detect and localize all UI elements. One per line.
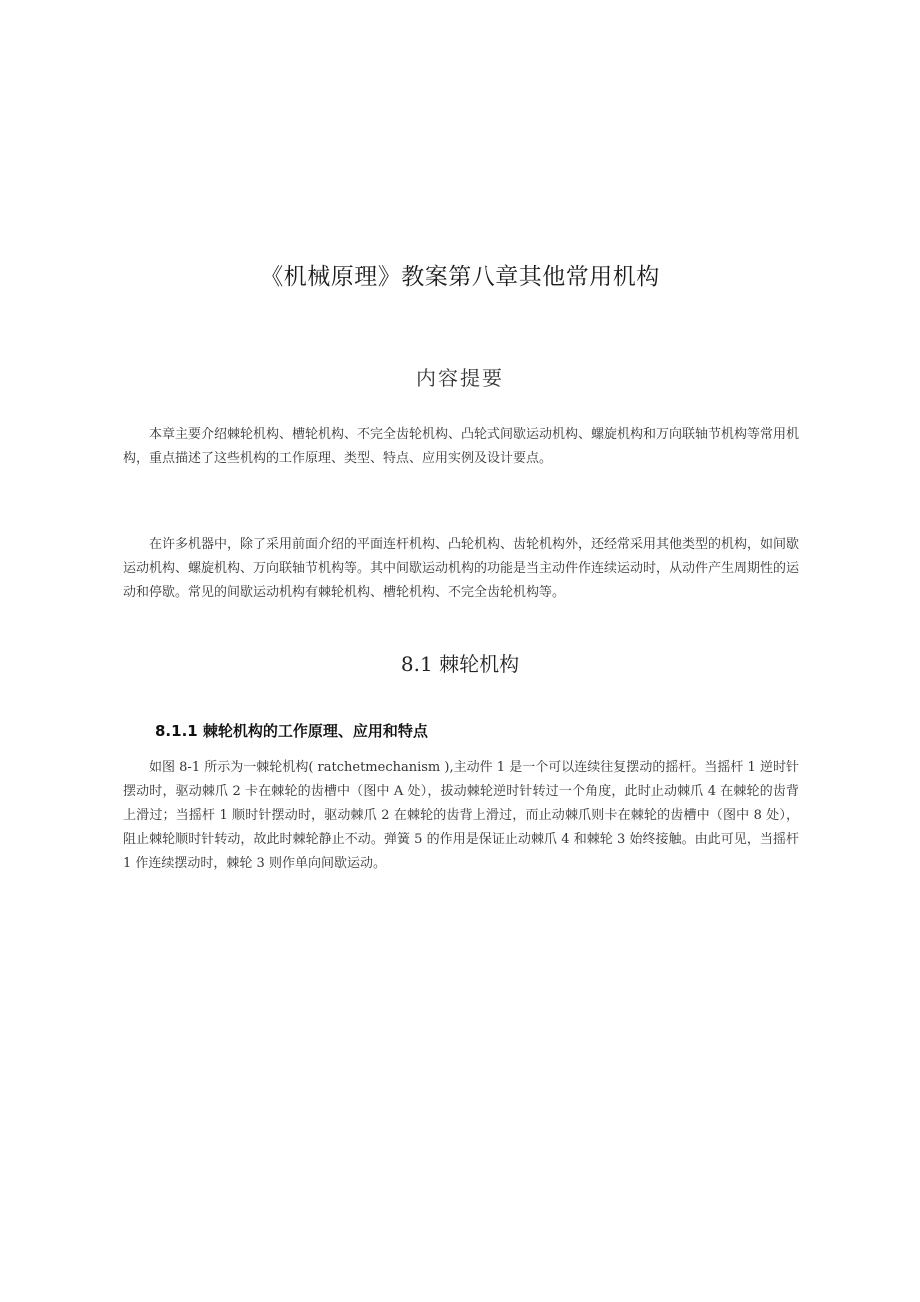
ratchet-paragraph: 如图 8-1 所示为一棘轮机构( ratchetmechanism ),主动件 1 是一个可以连续往复摆动的摇杆。当摇杆 1 逆时针摆动时，驱动棘爪 2 卡在棘轮的齿槽中（图中 A 处），拔动棘轮逆时针转过一个角度，此时止动棘爪 4 在棘轮的齿背上滑过；当摇杆 1 顺时针摆动时，驱动棘爪 2 在棘轮的齿背上滑过，而止动棘爪则卡在棘轮的齿槽中（图中 8 处），阻止棘轮顺时针转动，故此时棘轮静止不动。弹簧 5 的作用是保证止动棘爪 4 和棘轮 3 始终接触。由此可见，当摇杆 1 作连续摆动时，棘轮 3 则作单向间歇运动。 bbox=[123, 760, 799, 871]
intro-paragraph: 在许多机器中，除了采用前面介绍的平面连杆机构、凸轮机构、齿轮机构外，还经常采用其他类型的机构，如间歇运动机构、螺旋机构、万向联轴节机构等。其中间歇运动机构的功能是当主动件作连续运动时，从动件产生周期性的运动和停歇。常见的间歇运动机构有棘轮机构、槽轮机构、不完全齿轮机构等。 bbox=[123, 537, 800, 600]
summary-heading: 内容提要 bbox=[416, 366, 504, 390]
subsection-heading: 8.1.1 棘轮机构的工作原理、应用和特点 bbox=[155, 722, 428, 740]
chapter-heading: 8.1 棘轮机构 bbox=[400, 652, 520, 676]
summary-paragraph: 本章主要介绍棘轮机构、槽轮机构、不完全齿轮机构、凸轮式间歇运动机构、螺旋机构和万向联轴节机构等常用机构，重点描述了这些机构的工作原理、类型、特点、应用实例及设计要点。 bbox=[123, 427, 800, 466]
document-title: 《机械原理》教案第八章其他常用机构 bbox=[260, 264, 660, 290]
